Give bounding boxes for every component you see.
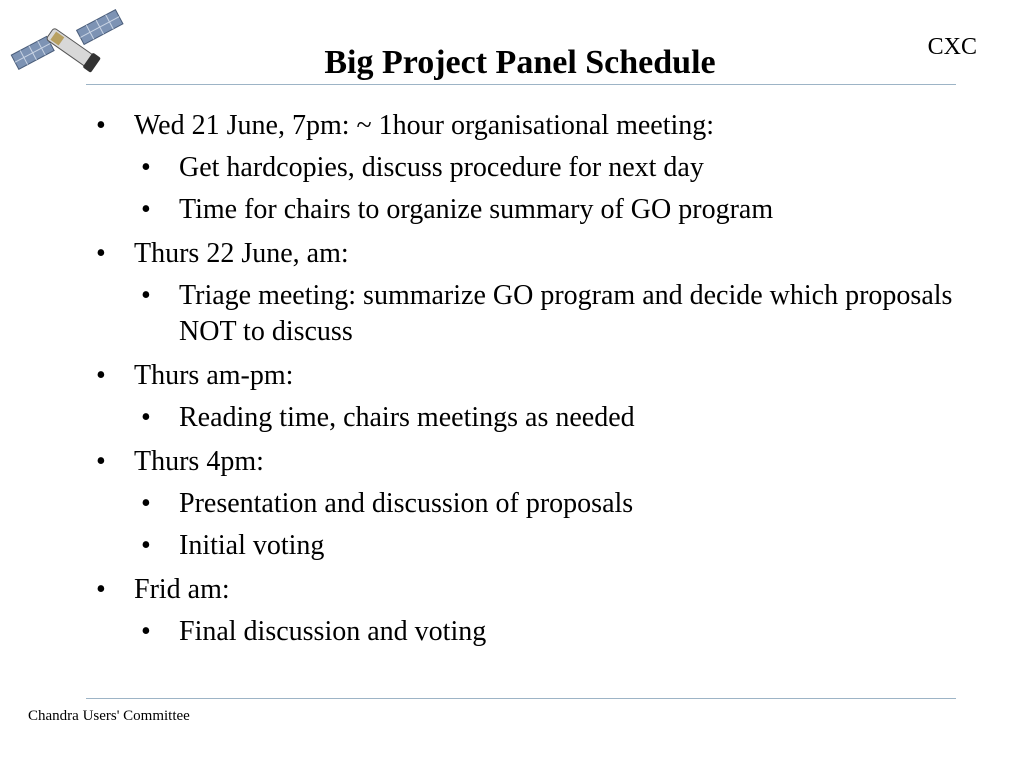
bullet-icon: • [141,616,151,647]
schedule-item-text: Thurs 22 June, am: [134,238,349,269]
page-title: Big Project Panel Schedule [324,44,716,81]
header-divider [86,84,956,85]
schedule-subitem [141,486,966,522]
schedule-list [96,108,966,650]
footer-divider [86,698,956,699]
bullet-icon: • [141,152,151,183]
bullet-icon: • [96,110,106,141]
bullet-icon: • [141,194,151,225]
schedule-item-text: Thurs 4pm: [134,446,264,477]
schedule-item [96,108,966,144]
schedule-subitem-text: Final discussion and voting [179,616,487,647]
schedule-subitem [141,614,966,650]
bullet-icon: • [141,280,151,311]
bullet-icon: • [141,488,151,519]
schedule-subitem-text: Reading time, chairs meetings as needed [179,402,635,433]
bullet-icon: • [96,446,106,477]
schedule-subitem [141,400,966,436]
schedule-subitem-text: Triage meeting: summarize GO program and decide which proposals NOT to discuss [179,280,953,347]
bullet-icon: • [96,238,106,269]
schedule-subitem-text: Presentation and discussion of proposals [179,488,634,519]
organization-label: CXC [927,34,977,60]
schedule-subitem [141,150,966,186]
bullet-icon: • [141,530,151,561]
bullet-icon: • [141,402,151,433]
schedule-subitem [141,192,966,228]
bullet-icon: • [96,360,106,391]
schedule-subitem [141,528,966,564]
footer-text: Chandra Users' Committee [28,708,190,724]
schedule-item [96,444,966,480]
schedule-item [96,236,966,272]
schedule-item-text: Thurs am-pm: [134,360,294,391]
schedule-subitem-text: Get hardcopies, discuss procedure for next day [179,152,704,183]
schedule-item-text: Frid am: [134,574,230,605]
schedule-item-text: Wed 21 June, 7pm: ~ 1hour organisational meeting: [134,110,715,141]
schedule-item [96,572,966,608]
schedule-subitem [141,278,966,350]
schedule-subitem-text: Initial voting [179,530,325,561]
schedule-subitem-text: Time for chairs to organize summary of GO program [179,194,774,225]
schedule-item [96,358,966,394]
bullet-icon: • [96,574,106,605]
